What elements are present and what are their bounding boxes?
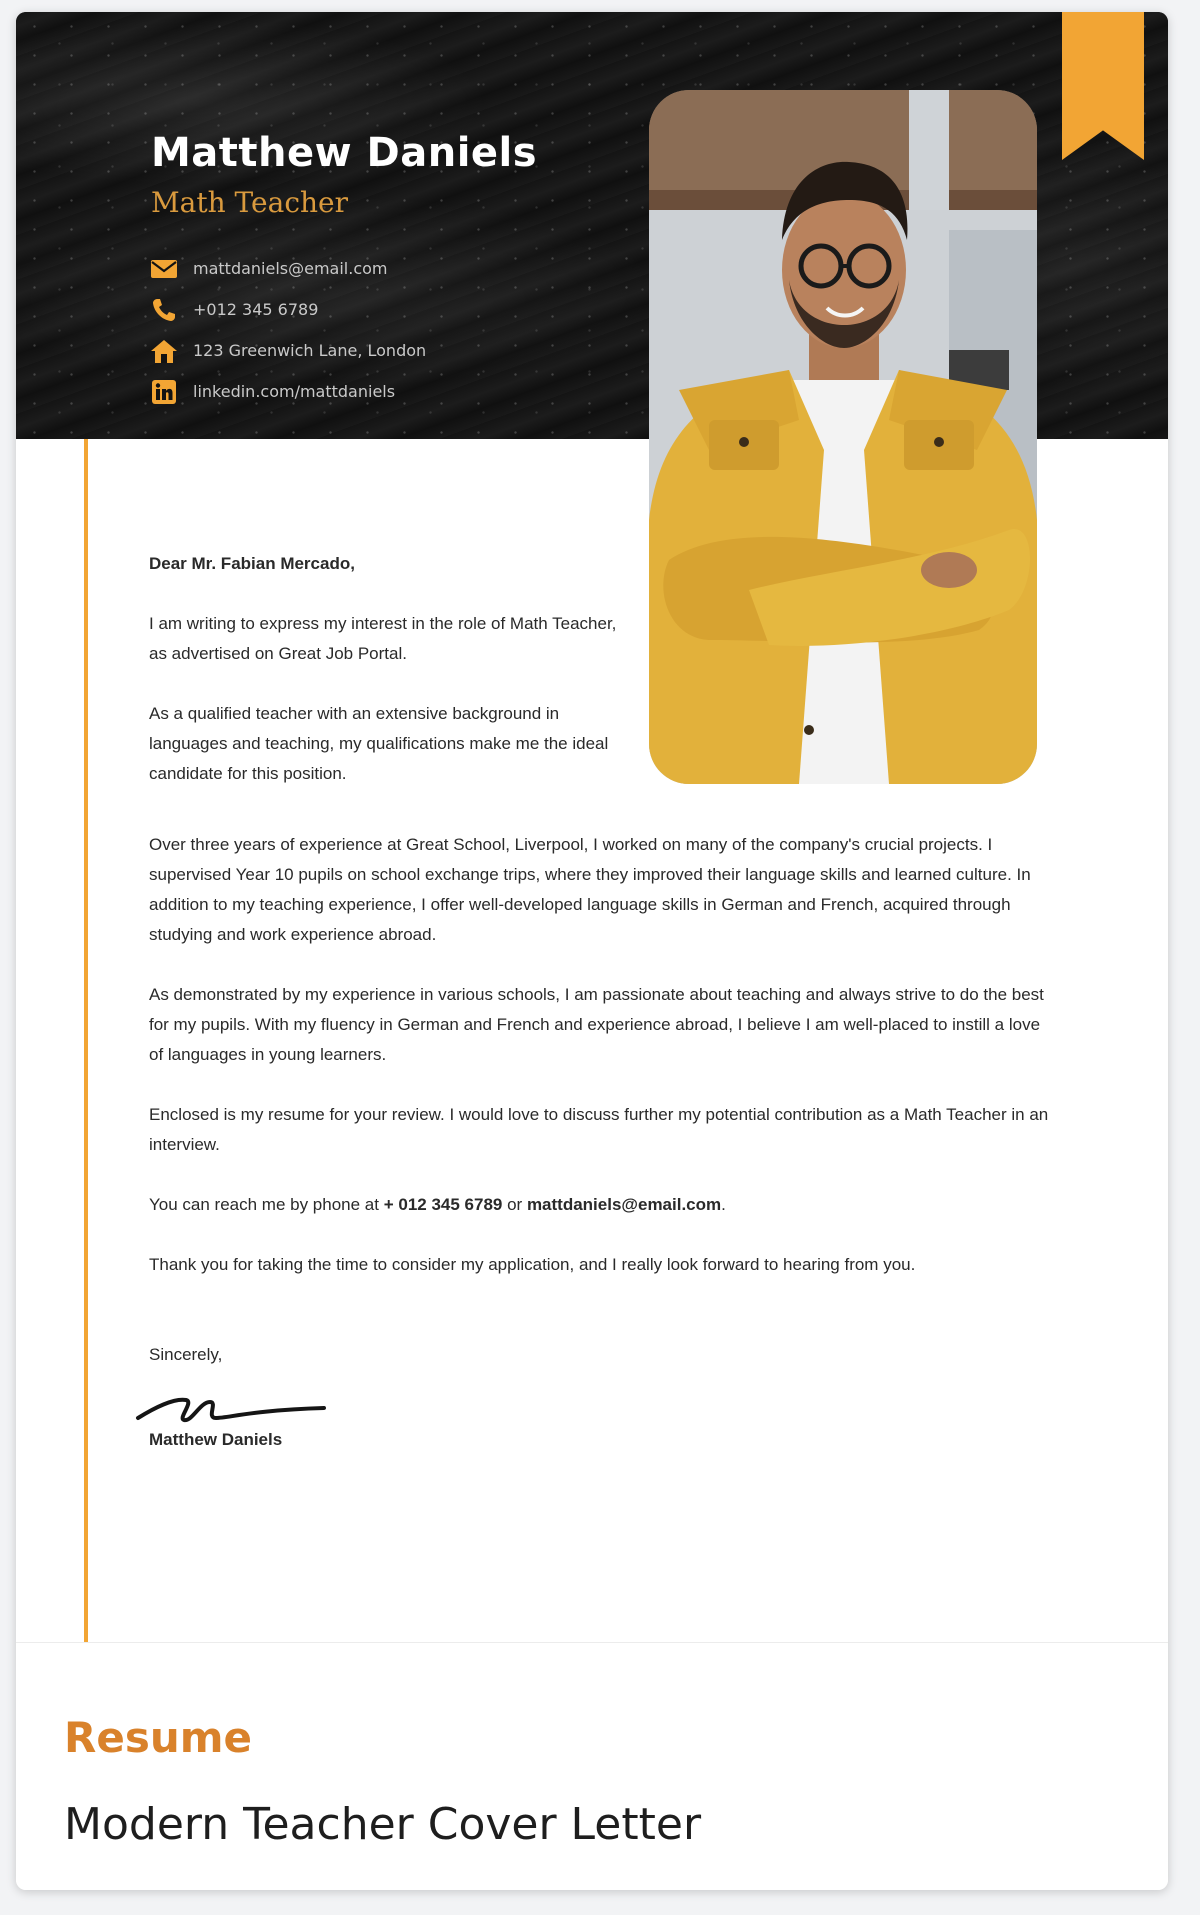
linkedin-icon <box>149 377 179 407</box>
applicant-role: Math Teacher <box>151 186 348 219</box>
contact-sentence-suffix: . <box>721 1195 726 1214</box>
contact-sentence-email: mattdaniels@email.com <box>526 1195 722 1214</box>
letter-closing: Sincerely, <box>149 1345 223 1364</box>
signature-name: Matthew Daniels <box>149 1430 283 1449</box>
cover-letter-preview[interactable] <box>16 12 1168 1642</box>
card-footer <box>16 1642 1168 1890</box>
letter-paragraph-7: Thank you for taking the time to consider my application, and I really look forward to hearing from you. <box>149 1255 916 1274</box>
letter-paragraph-2: As a qualified teacher with an extensive background in languages and teaching, my qualifications make me the ideal candidate for this position. <box>149 704 609 783</box>
template-card[interactable] <box>16 12 1168 1890</box>
contact-address-text: 123 Greenwich Lane, London <box>193 341 427 360</box>
contact-email-text: mattdaniels@email.com <box>193 259 388 278</box>
template-category[interactable]: Resume <box>64 1713 252 1762</box>
applicant-name: Matthew Daniels <box>151 130 538 176</box>
email-icon <box>149 254 179 284</box>
letter-paragraph-3: Over three years of experience at Great School, Liverpool, I worked on many of the company's crucial projects. I supervised Year 10 pupils on school exchange trips, where they improved their language skills and learned culture. In addition to my teaching experience, I offer well-developed language skills in German and French, acquired through studying and work experience abroad. <box>149 835 1031 944</box>
letter-salutation: Dear Mr. Fabian Mercado, <box>149 554 355 573</box>
template-title[interactable]: Modern Teacher Cover Letter <box>64 1799 702 1850</box>
letter-paragraph-4: As demonstrated by my experience in various schools, I am passionate about teaching and always strive to do the best for my pupils. With my fluency in German and French and experience abroad, I believe I am well-placed to instill a love of languages in young learners. <box>149 985 1044 1064</box>
contact-linkedin-text: linkedin.com/mattdaniels <box>193 382 396 401</box>
home-icon <box>149 336 179 366</box>
applicant-photo <box>649 90 1037 784</box>
phone-icon <box>149 295 179 325</box>
contact-sentence-prefix: You can reach me by phone at <box>149 1195 384 1214</box>
contact-linkedin <box>149 371 649 412</box>
contact-sentence-phone: + 012 345 6789 <box>383 1195 503 1214</box>
letter-paragraph-5: Enclosed is my resume for your review. I would love to discuss further my potential contribution as a Math Teacher in an interview. <box>149 1105 1049 1154</box>
contact-phone-text: +012 345 6789 <box>193 300 319 319</box>
contact-sentence-or: or <box>502 1195 527 1214</box>
letter-paragraph-6 <box>149 1190 1049 1220</box>
contact-phone <box>149 289 649 330</box>
contact-list <box>149 248 649 412</box>
contact-address <box>149 330 649 371</box>
accent-line <box>84 439 88 1642</box>
contact-email <box>149 248 649 289</box>
letter-paragraph-1: I am writing to express my interest in the role of Math Teacher, as advertised on Great Job Portal. <box>149 614 617 663</box>
